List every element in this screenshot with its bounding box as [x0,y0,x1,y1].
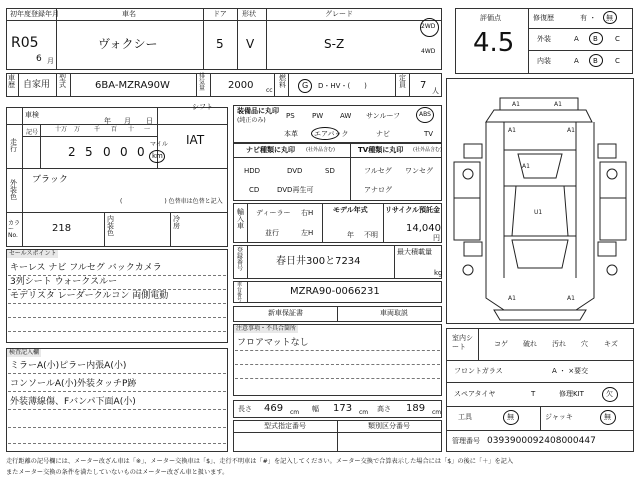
spare-t: T [531,390,536,398]
diagram-label: A1 [567,127,575,134]
tv-note: (社外品含む) [413,147,442,153]
spare-kit: 修理KIT [559,390,584,398]
import-right: 右H [301,209,314,217]
drive-2wd: 2WD [421,23,436,30]
cc-unit: cc [266,87,273,94]
interior-label: 内装 [537,57,551,65]
width-label: 幅 [312,405,319,413]
length-label: 長さ [238,405,252,413]
inspect-year: 年 [104,117,111,125]
room-kizu: キズ [604,340,618,348]
recycle-value: 14,040 [406,223,441,234]
color-note: ( ) 色替車は色替と記入 [120,198,223,205]
cap-label: 定員 [399,74,406,89]
tools-selected: 無 [507,413,514,421]
inspect-month: 月 [124,117,131,125]
chassis-label: 車台番号 [237,282,243,303]
diagram-label: U1 [534,209,543,216]
equip-navi: ナビ [376,130,390,138]
equip-aw: AW [340,112,352,120]
mgmt-value: 0393900092408000447 [487,436,596,446]
room-yogore: 汚れ [552,340,566,348]
place-100: 百 [111,126,118,133]
inspector-line: 外装薄線傷、Fバンパ下面A(小) [10,397,136,407]
navi-sd: SD [325,167,335,175]
equip-ps: PS [286,112,295,120]
shape-value: V [246,37,255,51]
height-label: 高さ [377,405,391,413]
tv-label: TV種類に丸印 [358,146,404,154]
place-10k: 万 [74,126,81,133]
door-label: ドア [213,10,227,18]
room-yabure: 破れ [523,340,537,348]
exterior-c: C [615,35,620,43]
drive-4wd: 4WD [421,48,436,55]
place-1: 一 [144,126,151,133]
mileage-mile: マイル [150,141,168,148]
car-outline-icon [446,78,634,324]
navi-hdd: HDD [244,167,261,175]
class-label: 類別区分番号 [368,422,410,430]
equip-airbag: エアバック [314,130,349,138]
score-label: 評価点 [480,14,501,22]
diagram-label: A1 [567,295,575,302]
navi-note: (社外品含む) [306,147,335,153]
spare-label: スペアタイヤ [454,390,496,398]
diagram-label: A1 [508,127,516,134]
jack-selected: 無 [604,413,611,421]
sales-line: キーレス ナビ フルセグ バックカメラ [10,263,162,273]
maxload-unit: kg [434,269,443,277]
int-color-label: 内装色 [107,215,114,237]
mileage-digit: 0 [103,145,111,159]
shape-label: 形状 [242,10,256,18]
color-no-label: カラーNo. [8,220,21,239]
plate-label: 登録番号 [237,247,244,272]
color-no-value: 218 [52,223,72,234]
mileage-sub-label: 記号 [26,129,39,136]
reg-month: 6 [36,54,42,64]
notes-label: 注意事項・不具合箇所 [236,325,297,332]
height-value: 189 [406,403,426,414]
shift-label: シフト [192,103,213,111]
exterior-selected: B [593,35,598,43]
sales-line: 3列シート ウォークスルー [10,277,118,287]
import-label: 輸入車 [237,208,244,230]
grade-value: S-Z [324,37,345,51]
model-year-label: モデル年式 [333,206,368,214]
mileage-digit: 2 [68,145,76,159]
navi-label: ナビ種類に丸印 [246,146,295,154]
interior-c: C [615,57,620,65]
equip-sunroof: サンルーフ [366,112,401,120]
model-label: 型式 [59,74,66,89]
inspector-line: ミラーA(小)ピラー内張A(小) [10,361,127,371]
place-100k: 十万 [55,126,68,133]
footer-line1: 走行距離の記号欄には、メーター改ざん車は「※」、メーター交換車は「$」、走行不明車は「#」を記入してください。メーター交換で合算表示した場合には「$」の後に「＋」を記入 [6,458,514,465]
plate-value: 春日井300と7234 [276,256,361,267]
repair-label: 修復歴 [533,14,554,22]
mileage-label: 走行 [10,138,17,153]
jack-label: ジャッキ [545,413,573,421]
equip-leather: 本革 [284,130,298,138]
type-cert-label: 型式指定番号 [264,422,306,430]
diagram-label: A1 [522,163,530,170]
tv-analog: アナログ [364,186,392,194]
fuel-label: 燃料 [279,74,286,89]
width-value: 173 [333,403,353,414]
car-name: ヴォクシー [98,37,158,51]
grade-label: グレード [325,10,353,18]
door-value: 5 [216,37,224,51]
row2 [6,73,442,97]
color-label: 外装色 [10,179,17,201]
height-unit: cm [432,409,442,416]
docs-warranty: 新車保証書 [268,309,303,317]
sales-label: セールスポイント [9,250,57,257]
diagram-label: A1 [508,295,516,302]
length-unit: cm [290,409,300,416]
docs-manual: 車両取説 [380,309,408,317]
navi-dvd: DVD [287,167,303,175]
spare-selected: 欠 [606,390,613,398]
model-year-unknown: 不明 [364,231,378,239]
ac-label: 冷房 [173,215,180,230]
navi-cd: CD [249,186,260,194]
equip-label: 装備品に丸印 [237,107,279,115]
use-label: 車歴 [8,74,15,89]
repair-selected: 無 [606,14,613,22]
length-value: 469 [264,403,284,414]
model-year-year: 年 [347,231,354,239]
fuel-options: D・HV・( ) [318,82,367,90]
glass-label: フロントガラス [454,367,503,375]
equip-sub: (純正のみ) [237,117,266,124]
equip-pw: PW [312,112,324,120]
notes-value: フロアマットなし [237,338,309,348]
equip-tv: TV [424,130,434,138]
place-10: 十 [128,126,135,133]
footer-line2: またメーター交換の条件を満たしていないものはメーター改ざん車と扱います。 [6,469,229,476]
name-label: 車名 [122,10,136,18]
tv-oneseg: ワンセグ [405,167,433,175]
tools-label: 工具 [458,413,472,421]
interior-selected: B [593,57,598,65]
diagram-label: A1 [512,101,520,108]
model-value: 6BA-MZRA90W [95,80,170,91]
inspect-label: 車検 [25,111,39,119]
room-ana: 穴 [581,340,588,348]
exterior-label: 外装 [537,35,551,43]
mileage-digit: 0 [137,145,145,159]
month-unit: 月 [47,57,54,65]
mileage-unit: km [152,152,163,160]
mileage-digit: 5 [85,145,93,159]
inspect-day: 日 [146,117,153,125]
inspector-label: 検査記入欄 [9,349,40,356]
sales-line: モデリスタ レーダークルコン 両側電動 [10,291,169,301]
interior-a: A [574,57,579,65]
reg-label: 初年度登録年月 [10,10,59,18]
repair-options: 有 ・ [580,14,597,22]
maxload-label: 最大積載量 [397,248,432,256]
reg-year: R05 [11,35,39,51]
equip-abs: ABS [419,111,431,118]
mileage-digit: 0 [120,145,128,159]
score-value: 4.5 [473,28,515,58]
room-label: 室内シート [452,334,473,352]
fuel-selected: G [302,81,309,90]
notes-box [233,324,442,396]
disp-label: 排気量 [199,73,206,92]
disp-value: 2000 [228,80,254,91]
import-parallel: 並行 [265,229,279,237]
inspector-line: コンソールA(小)外装タッチP跡 [10,379,137,389]
glass-options: A ・ ×要交 [552,367,589,375]
cap-unit: 人 [432,87,439,95]
chassis-value: MZRA90-0066231 [290,286,380,297]
color-value: ブラック [32,175,68,185]
recycle-unit: 円 [433,234,440,242]
diagram-label: A1 [554,101,562,108]
place-1k: 千 [94,126,101,133]
navi-dvd-play: DVD再生可 [277,186,314,194]
shift-value: IAT [186,133,205,147]
tv-fullseg: フルセグ [364,167,392,175]
width-unit: cm [359,409,369,416]
import-dealer: ディーラー [256,209,291,217]
recycle-label: リサイクル預託金 [385,206,441,214]
room-koge: コゲ [494,340,508,348]
use-value: 自家用 [23,80,51,90]
cap-value: 7 [420,80,427,91]
exterior-a: A [574,35,579,43]
mgmt-label: 管理番号 [452,437,480,445]
import-left: 左H [301,229,314,237]
